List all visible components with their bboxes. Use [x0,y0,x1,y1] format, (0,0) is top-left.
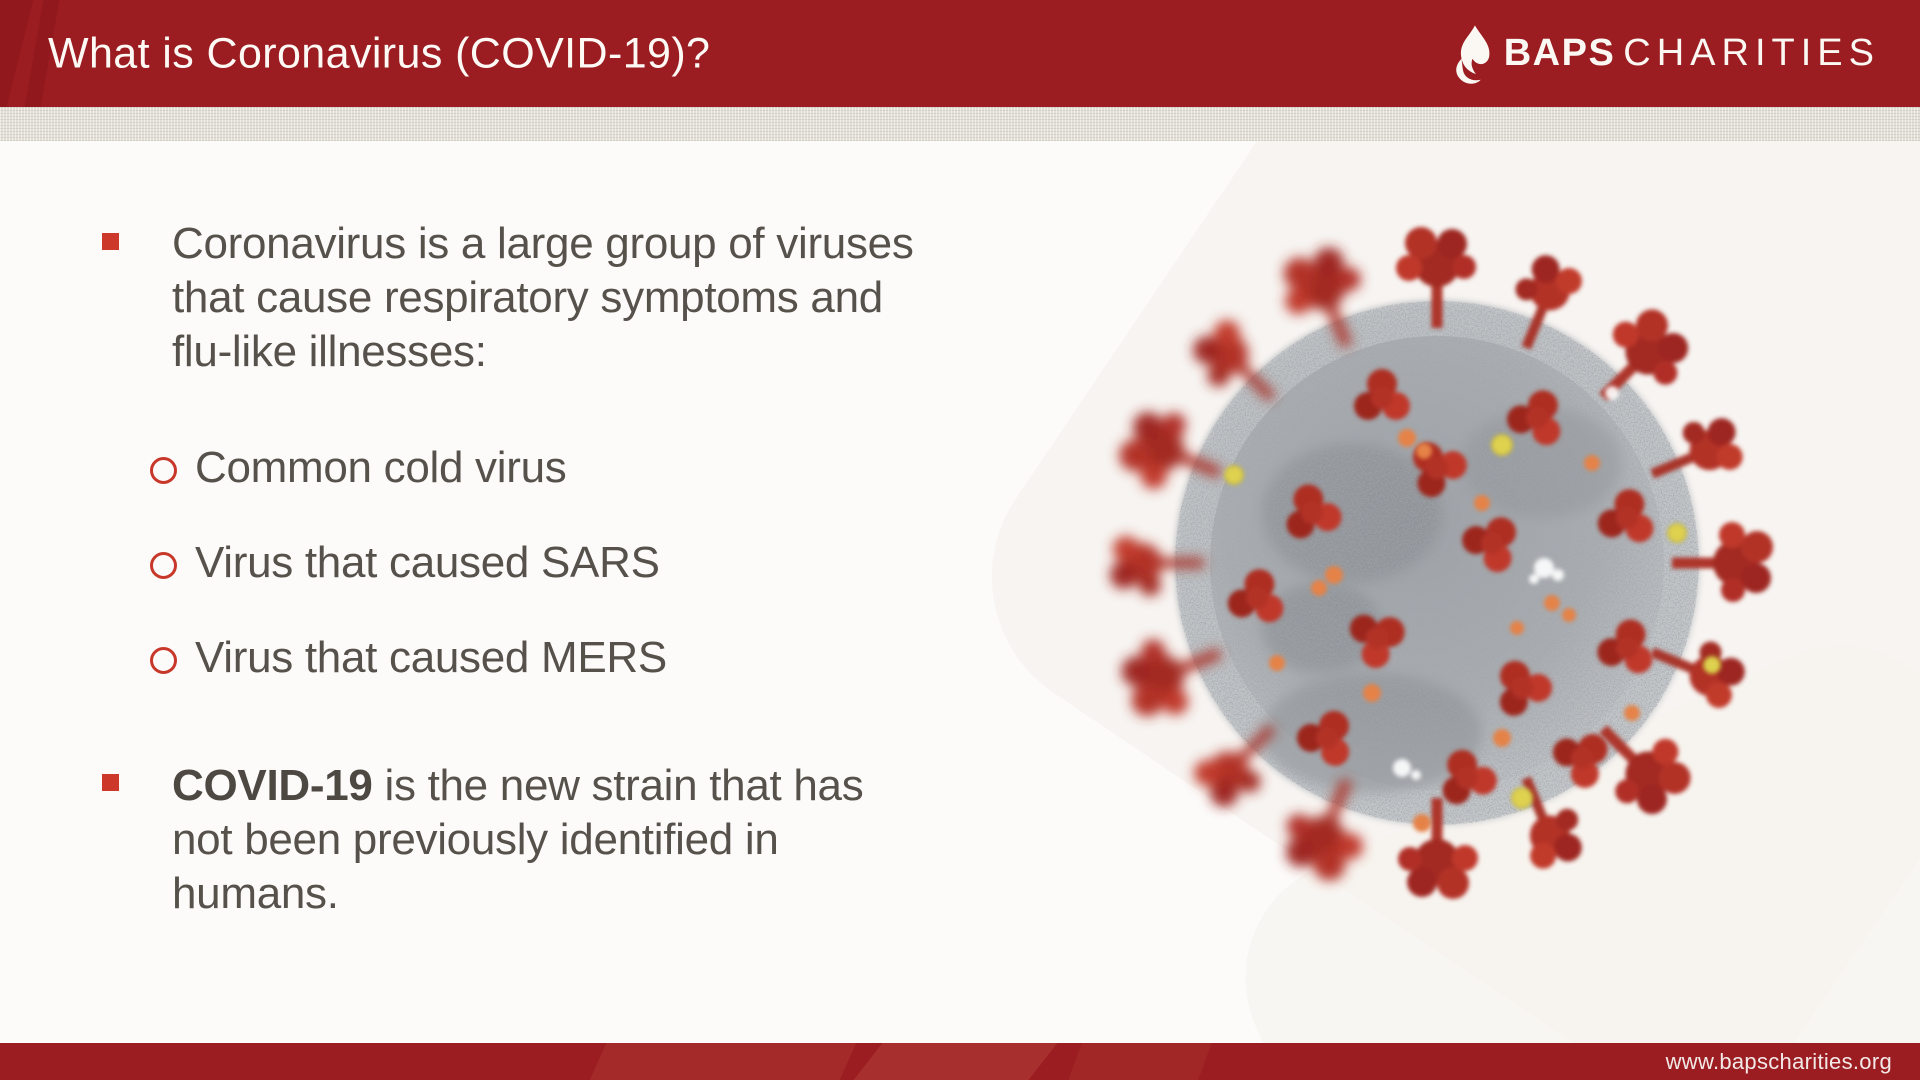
circle-bullet-icon [150,552,177,579]
bullet-1-line: Coronavirus is a large group of viruses [172,219,914,268]
logo-text-baps: BAPS [1503,32,1616,74]
footer-bar [0,1043,1920,1080]
bullet-2-text [172,759,863,921]
page-title: What is Coronavirus (COVID-19)? [48,29,711,77]
flame-icon [1452,24,1494,84]
sub-bullet-label: Common cold virus [195,443,567,492]
footer-url: www.bapscharities.org [1665,1048,1892,1074]
bullet-1-line: that cause respiratory symptoms and [172,273,883,322]
bullet-1-text [172,217,914,379]
list-item [150,631,667,685]
sub-bullet-list [150,441,667,726]
square-bullet-icon [102,774,119,791]
footer-accent-shape [590,1043,856,1080]
bullet-2-line: humans. [172,869,339,918]
bullet-2-line: not been previously identified in [172,815,779,864]
list-item [150,536,667,590]
square-bullet-icon [102,233,119,250]
bullet-2-bold: COVID-19 [172,761,373,810]
bullet-1-line: flu-like illnesses: [172,327,487,376]
texture-strip [0,107,1920,141]
footer-accent-shape [854,1043,1058,1080]
logo-text-charities: CHARITIES [1623,32,1880,74]
circle-bullet-icon [150,647,177,674]
circle-bullet-icon [150,457,177,484]
footer-accent-shape [1068,1043,1211,1080]
list-item [150,441,667,495]
header-bar [0,0,1920,107]
sub-bullet-label: Virus that caused MERS [195,633,667,682]
bullet-2-line: COVID-19 is the new strain that has [172,761,864,810]
sub-bullet-label: Virus that caused SARS [195,538,660,587]
coronavirus-image [1072,213,1792,905]
baps-charities-logo [1452,24,1880,84]
